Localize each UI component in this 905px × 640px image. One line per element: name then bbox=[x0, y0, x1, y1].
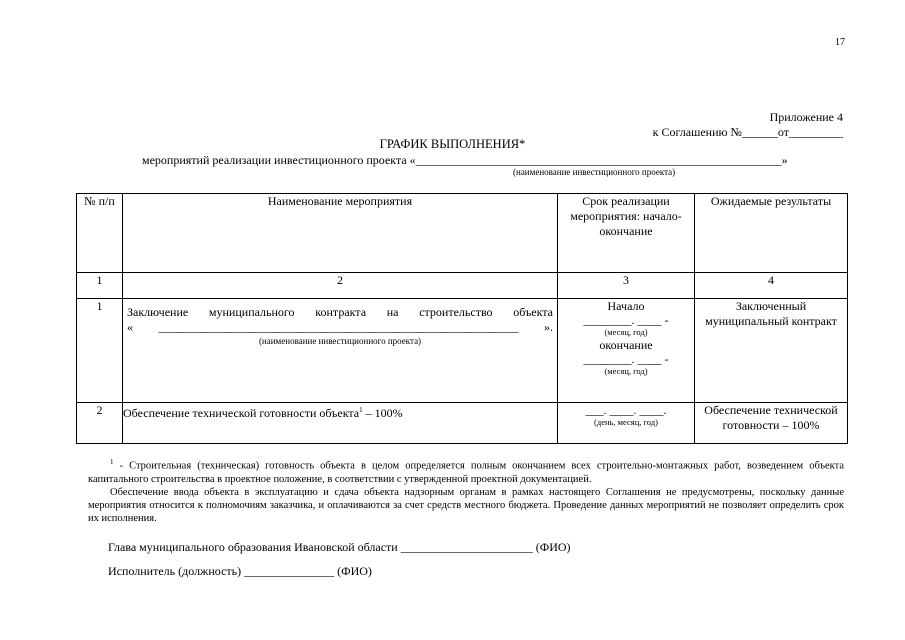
appendix-label: Приложение 4 bbox=[769, 110, 843, 124]
result-cell: Обеспечение технической готовности – 100% bbox=[695, 403, 848, 444]
term-start-note: (месяц, год) bbox=[604, 327, 648, 337]
event-cell bbox=[123, 403, 558, 444]
term-end-label: окончание bbox=[599, 338, 653, 352]
appendix-header bbox=[653, 110, 843, 140]
quote-close: ». bbox=[544, 320, 553, 334]
footnote-text: - Строительная (техническая) готовность объекта в целом определяется полным окончанием всех строительно-монтажных работ, возведением объекта капитального строительства в проектное положение, в соответствии с утвержденной проектной документацией. bbox=[88, 460, 844, 485]
header-num: № п/п bbox=[77, 194, 123, 273]
header-term: Срок реализации мероприятия: начало-окончание bbox=[558, 194, 695, 273]
term-cell bbox=[558, 403, 695, 444]
header-event: Наименование мероприятия bbox=[123, 194, 558, 273]
event-description: Заключение муниципального контракта на строительство объекта bbox=[127, 305, 553, 319]
term-cell bbox=[558, 299, 695, 403]
schedule-table bbox=[76, 193, 848, 444]
column-number-row bbox=[77, 273, 848, 299]
table-row bbox=[77, 403, 848, 444]
term-start-blank: ________. ____ - bbox=[583, 313, 669, 327]
column-number: 4 bbox=[695, 273, 848, 299]
agreement-reference: к Соглашению №______от_________ bbox=[652, 125, 843, 139]
table-row bbox=[77, 299, 848, 403]
term-date-blank: ___. ____. ____. bbox=[585, 403, 667, 417]
term-end-note: (месяц, год) bbox=[604, 366, 648, 376]
header-results: Ожидаемые результаты bbox=[695, 194, 848, 273]
event-target: – 100% bbox=[362, 406, 403, 420]
event-cell bbox=[123, 299, 558, 403]
document-subtitle: мероприятий реализации инвестиционного проекта «_____________________________________________________________» bbox=[142, 153, 788, 167]
footnote-paragraph: Обеспечение ввода объекта в эксплуатацию и сдача объекта надзорным органам в рамках настоящего Соглашения не предусмотрены, поскольку данные мероприятия относится к полномочиям заказчика, и оплачиваются за счет средств местного бюджета. Проведение данных мероприятий не позволяет определить срок их исполнения. bbox=[88, 486, 844, 524]
document-title: ГРАФИК ВЫПОЛНЕНИЯ* bbox=[379, 137, 526, 151]
column-number: 2 bbox=[123, 273, 558, 299]
column-number: 3 bbox=[558, 273, 695, 299]
footnote-paragraph bbox=[88, 456, 844, 486]
project-name-blank: ____________________________________________________________ bbox=[158, 320, 519, 334]
result-cell: Заключенный муниципальный контракт bbox=[695, 299, 848, 403]
row-number: 2 bbox=[77, 403, 123, 444]
quote-open: « bbox=[127, 320, 133, 334]
footnote-ref: 1 bbox=[359, 406, 363, 414]
footnote bbox=[88, 456, 844, 525]
event-description: Обеспечение технической готовности объекта bbox=[123, 406, 360, 420]
row-number: 1 bbox=[77, 299, 123, 403]
page-number: 17 bbox=[835, 37, 845, 48]
footnote-marker: 1 bbox=[110, 458, 114, 466]
table-header-row bbox=[77, 194, 848, 273]
head-signature-line: Глава муниципального образования Ивановской области ______________________ (ФИО) bbox=[108, 540, 571, 554]
term-date-note: (день, месяц, год) bbox=[594, 417, 658, 427]
term-end-blank: ________. ____ - bbox=[583, 352, 669, 366]
executor-signature-line: Исполнитель (должность) _______________ (ФИО) bbox=[108, 564, 372, 578]
term-start-label: Начало bbox=[607, 299, 645, 313]
subtitle-note: (наименование инвестиционного проекта) bbox=[513, 167, 676, 177]
project-name-note: (наименование инвестиционного проекта) bbox=[258, 336, 422, 346]
event-project-line bbox=[123, 320, 557, 335]
column-number: 1 bbox=[77, 273, 123, 299]
